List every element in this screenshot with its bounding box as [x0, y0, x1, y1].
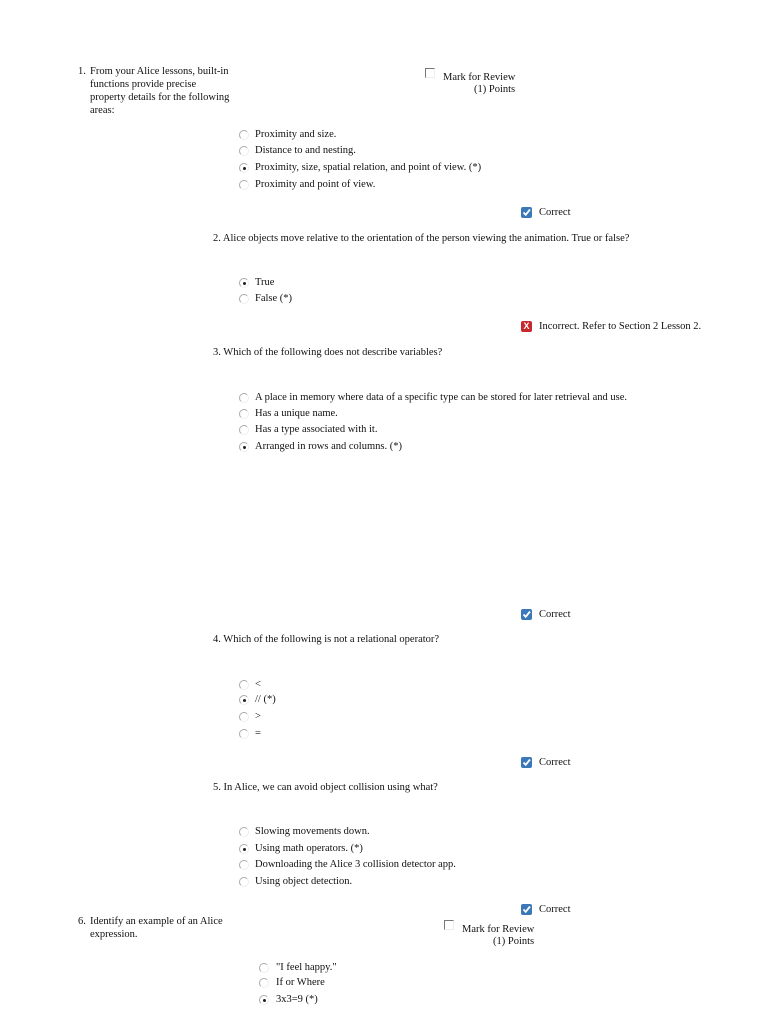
answer-option-label: >: [255, 711, 261, 722]
correct-check-icon: [521, 904, 532, 915]
answer-radio[interactable]: [239, 712, 249, 722]
answer-option-label: =: [255, 728, 261, 739]
answer-radio[interactable]: [239, 425, 249, 435]
answer-radio[interactable]: [239, 844, 249, 854]
answer-radio[interactable]: [239, 294, 249, 304]
question-text: From your Alice lessons, built-in functions provide precise property details for the following areas:: [90, 66, 230, 116]
feedback-text: Correct: [539, 609, 571, 620]
correct-check-icon: [521, 757, 532, 768]
points-label: (1) Points: [493, 936, 535, 947]
answer-option-label: If or Where: [276, 977, 325, 988]
answer-option-label: True: [255, 277, 275, 288]
feedback-text: Correct: [539, 757, 571, 768]
answer-option-label: Has a unique name.: [255, 408, 338, 419]
question-text: 2. Alice objects move relative to the orientation of the person viewing the animation. True or false?: [213, 233, 630, 244]
mark-for-review-checkbox[interactable]: [425, 68, 435, 78]
answer-radio[interactable]: [239, 130, 249, 140]
answer-option-label: <: [255, 679, 261, 690]
answer-radio[interactable]: [239, 180, 249, 190]
answer-radio[interactable]: [239, 393, 249, 403]
answer-radio[interactable]: [239, 695, 249, 705]
answer-option-label: "I feel happy.": [276, 962, 337, 973]
answer-option-label: Using object detection.: [255, 876, 353, 887]
mark-for-review-checkbox[interactable]: [444, 920, 454, 930]
points-label: (1) Points: [474, 84, 516, 95]
question-text: 3. Which of the following does not describe variables?: [213, 347, 443, 358]
answer-option-label: Has a type associated with it.: [255, 424, 378, 435]
mark-for-review-label: Mark for Review: [443, 72, 516, 83]
question-number: 6.: [78, 916, 86, 927]
answer-option-label: Arranged in rows and columns. (*): [255, 441, 402, 452]
feedback-text: Correct: [539, 904, 571, 915]
answer-radio[interactable]: [239, 860, 249, 870]
answer-radio[interactable]: [239, 442, 249, 452]
answer-option-label: Downloading the Alice 3 collision detector app.: [255, 859, 456, 870]
correct-check-icon: [521, 207, 532, 218]
correct-check-icon: [521, 609, 532, 620]
mark-for-review-label: Mark for Review: [462, 924, 535, 935]
question-text: Identify an example of an Alice expression.: [90, 916, 223, 940]
answer-option-label: Slowing movements down.: [255, 826, 370, 837]
answer-radio[interactable]: [239, 278, 249, 288]
answer-option-label: Proximity, size, spatial relation, and point of view. (*): [255, 162, 482, 173]
answer-radio[interactable]: [239, 827, 249, 837]
question-text: 4. Which of the following is not a relational operator?: [213, 634, 440, 645]
answer-option-label: 3x3=9 (*): [276, 994, 318, 1005]
answer-radio[interactable]: [259, 963, 269, 973]
feedback-text: Correct: [539, 207, 571, 218]
answer-radio[interactable]: [259, 995, 269, 1005]
answer-option-label: // (*): [255, 694, 276, 705]
answer-radio[interactable]: [239, 146, 249, 156]
answer-option-label: False (*): [255, 293, 293, 304]
question-number: 1.: [78, 66, 86, 77]
feedback-text: Incorrect. Refer to Section 2 Lesson 2.: [539, 321, 702, 332]
answer-radio[interactable]: [239, 877, 249, 887]
answer-option-label: Distance to and nesting.: [255, 145, 356, 156]
answer-option-label: Proximity and size.: [255, 129, 337, 140]
incorrect-x-icon: X: [521, 321, 532, 332]
answer-option-label: A place in memory where data of a specific type can be stored for later retrieval and use.: [255, 392, 628, 403]
answer-radio[interactable]: [239, 729, 249, 739]
answer-radio[interactable]: [239, 163, 249, 173]
answer-radio[interactable]: [239, 680, 249, 690]
answer-radio[interactable]: [259, 978, 269, 988]
answer-option-label: Using math operators. (*): [255, 843, 363, 854]
question-text: 5. In Alice, we can avoid object collision using what?: [213, 782, 438, 793]
answer-option-label: Proximity and point of view.: [255, 179, 376, 190]
answer-radio[interactable]: [239, 409, 249, 419]
